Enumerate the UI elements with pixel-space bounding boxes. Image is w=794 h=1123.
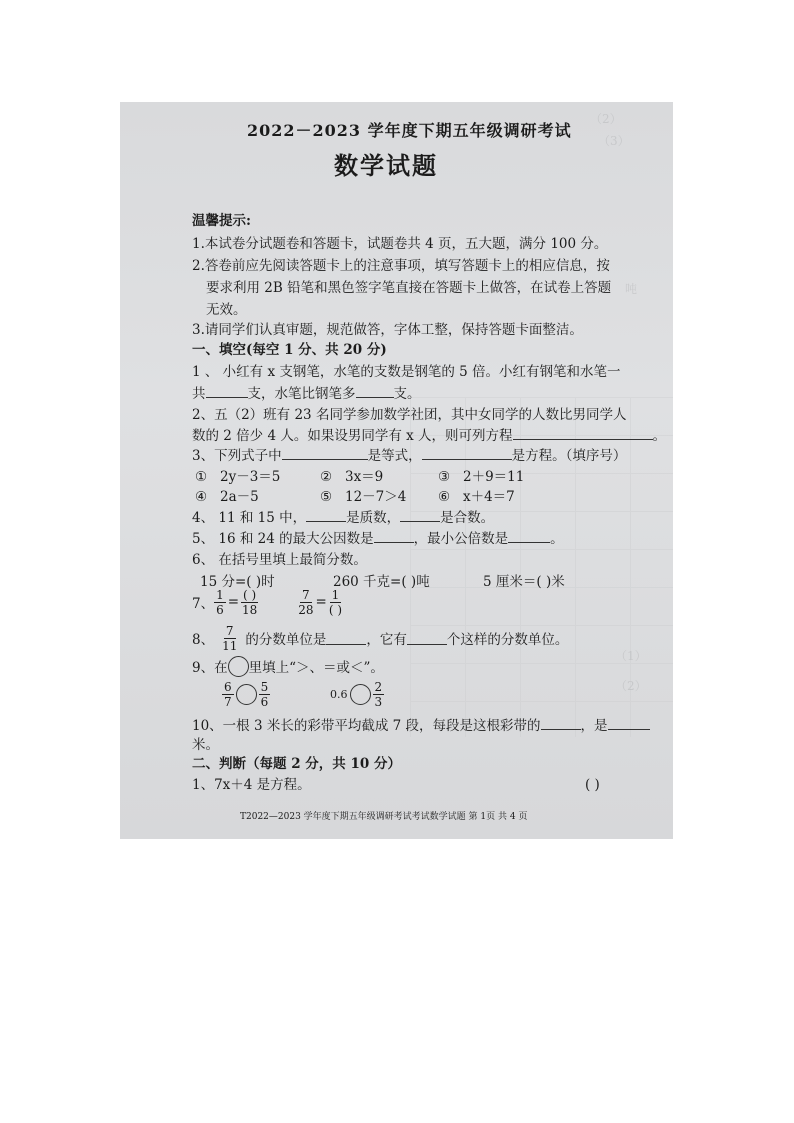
bleed-through-text: （1） xyxy=(615,649,647,663)
question-number: 7、 xyxy=(192,596,215,612)
numerator: 7 xyxy=(302,587,310,602)
text: 里填上“＞、＝或＜”。 xyxy=(248,660,384,676)
option-expression: 2y－3＝5 xyxy=(219,469,281,485)
numerator[interactable]: ( ) xyxy=(243,587,257,602)
text: 个这样的分数单位。 xyxy=(446,632,569,648)
decimal: 0.6 xyxy=(330,687,348,701)
option-number: ① xyxy=(195,469,208,485)
q3-option xyxy=(195,485,259,505)
q3-option xyxy=(320,485,406,505)
option-expression: 12－7＞4 xyxy=(344,489,407,505)
text: 10、一根 3 米长的彩带平均截成 7 段，每段是这根彩带的 xyxy=(192,718,541,734)
answer-blank[interactable] xyxy=(508,530,550,543)
option-expression: 3x＝9 xyxy=(344,469,384,485)
denominator: 11 xyxy=(222,638,238,653)
option-number: ⑥ xyxy=(438,489,451,505)
numerator: 1 xyxy=(331,587,340,602)
exam-title: 2022－2023 学年度下期五年级调研考试 xyxy=(247,121,572,140)
notice-item-2-cont: 无效。 xyxy=(206,302,247,318)
notice-item-2: 2.答卷前应先阅读答题卡上的注意事项，填写答题卡上的相应信息，按 xyxy=(192,258,610,274)
answer-blank[interactable] xyxy=(206,385,248,398)
fraction xyxy=(259,680,271,709)
text: ，是 xyxy=(580,718,608,734)
bleed-through-text: （3） xyxy=(598,134,630,148)
answer-blank[interactable] xyxy=(326,632,366,645)
option-number: ② xyxy=(320,469,333,485)
text: ，最小公倍数是 xyxy=(413,531,509,547)
question-3 xyxy=(192,444,626,464)
circle-blank[interactable] xyxy=(228,656,249,677)
answer-parentheses[interactable]: ( ) xyxy=(585,777,600,793)
question-10 xyxy=(192,714,650,734)
q3-option xyxy=(438,485,515,505)
question-9 xyxy=(192,655,384,677)
text: 支，水笔比钢笔多 xyxy=(247,386,356,402)
q3-option xyxy=(320,465,383,485)
section-2-heading: 二、判断（每题 2 分，共 10 分） xyxy=(192,756,401,772)
numerator: 6 xyxy=(224,679,232,694)
denominator: 6 xyxy=(260,694,269,709)
fraction xyxy=(329,588,342,617)
question-7: 7、 $\frac{1}{6}$ = $\frac{( )}{18}$ $\frac{7}{28}$ = $\frac{1}{( )}$ xyxy=(192,587,343,617)
text: 3、下列式子中 xyxy=(192,448,282,464)
fraction xyxy=(298,588,313,617)
question-1-cont xyxy=(192,382,421,402)
option-expression: 2＋9＝11 xyxy=(462,469,525,485)
numerator: 5 xyxy=(260,679,269,694)
bleed-through-text: （2） xyxy=(615,679,647,693)
text: 9、在 xyxy=(192,660,228,676)
option-number: ④ xyxy=(195,489,208,505)
q9-compare-2 xyxy=(330,678,384,710)
denominator: 28 xyxy=(298,602,314,617)
text: 的分数单位是 xyxy=(245,632,327,648)
answer-blank[interactable] xyxy=(407,632,447,645)
numerator: 1 xyxy=(216,587,224,602)
question-10-cont: 米。 xyxy=(192,737,219,753)
fraction xyxy=(222,680,234,709)
option-number: ⑤ xyxy=(320,489,333,505)
question-1: 1 、 小红有 x 支钢笔，水笔的支数是钢笔的 5 倍。小红有钢笔和水笔一 xyxy=(192,364,621,380)
denominator: 6 xyxy=(216,602,224,617)
numerator: 2 xyxy=(374,679,383,694)
notice-item-3: 3.请同学们认真审题，规范做答，字体工整，保持答题卡面整洁。 xyxy=(192,322,583,338)
circle-blank[interactable] xyxy=(236,684,257,705)
text: 是质数， xyxy=(346,510,401,526)
fraction xyxy=(214,588,226,617)
page-footer: T2022—2023 学年度下期五年级调研考试考试数学试题 第 1页 共 4 页 xyxy=(240,812,528,822)
bleed-through-text: （2） xyxy=(590,112,622,126)
notice-heading: 温馨提示: xyxy=(192,213,251,229)
q6-item: 5 厘米＝( )米 xyxy=(483,574,565,590)
subject-title: 数学试题 xyxy=(334,151,438,180)
denominator: 18 xyxy=(242,602,258,617)
answer-blank[interactable] xyxy=(282,447,368,460)
text: 支。 xyxy=(393,386,421,402)
answer-blank[interactable] xyxy=(422,447,512,460)
notice-item-2-cont: 要求利用 2B 铅笔和黑色签字笔直接在答题卡上做答，在试卷上答题 xyxy=(206,280,612,296)
answer-blank[interactable] xyxy=(513,427,653,440)
text: 是等式， xyxy=(367,448,422,464)
denominator: 7 xyxy=(224,694,232,709)
option-expression: 2a－5 xyxy=(219,489,259,505)
question-2-cont xyxy=(192,424,666,444)
text: 是方程。（填序号） xyxy=(511,448,627,464)
notice-item-1: 1.本试卷分试题卷和答题卡，试题卷共 4 页，五大题，满分 100 分。 xyxy=(192,236,608,252)
bleed-through-text: 吨 xyxy=(625,282,638,296)
fraction xyxy=(241,588,258,617)
question-4 xyxy=(192,506,494,526)
answer-blank[interactable] xyxy=(541,717,581,730)
fraction xyxy=(373,680,385,709)
text: ，它有 xyxy=(366,632,407,648)
denominator[interactable]: ( ) xyxy=(328,602,343,617)
text: 共 xyxy=(192,386,206,402)
q9-compare-1 xyxy=(222,678,270,710)
text: 是合数。 xyxy=(440,510,495,526)
question-5 xyxy=(192,527,564,547)
answer-blank[interactable] xyxy=(400,509,440,522)
answer-blank[interactable] xyxy=(306,509,346,522)
question-8 xyxy=(192,622,568,654)
text: 4、 11 和 15 中， xyxy=(192,510,307,526)
fraction xyxy=(222,624,237,653)
option-expression: x＋4＝7 xyxy=(462,489,515,505)
answer-blank[interactable] xyxy=(374,530,414,543)
numerator: 7 xyxy=(225,623,234,638)
denominator: 3 xyxy=(374,694,383,709)
answer-blank[interactable] xyxy=(356,385,394,398)
option-number: ③ xyxy=(438,469,451,485)
section-1-heading: 一、填空(每空 1 分、共 20 分) xyxy=(192,342,387,358)
text: 数的 2 倍少 4 人。如果设男同学有 x 人，则可列方程 xyxy=(192,428,513,444)
text: 。 xyxy=(550,531,564,547)
q3-option xyxy=(438,465,524,485)
question-number: 8、 xyxy=(192,632,215,648)
text: 。 xyxy=(652,428,667,444)
circle-blank[interactable] xyxy=(350,684,371,705)
q6-item: 15 分=( )时 xyxy=(200,574,275,590)
answer-blank[interactable] xyxy=(608,717,650,730)
question-6: 6、 在括号里填上最简分数。 xyxy=(192,552,367,568)
q3-option xyxy=(195,465,280,485)
q6-item: 260 千克=( )吨 xyxy=(333,574,430,590)
question-2: 2、五（2）班有 23 名同学参加数学社团，其中女同学的人数比男同学人 xyxy=(192,407,627,423)
judge-question-1: 1、7x＋4 是方程。 xyxy=(192,777,311,793)
text: 5、 16 和 24 的最大公因数是 xyxy=(192,531,374,547)
